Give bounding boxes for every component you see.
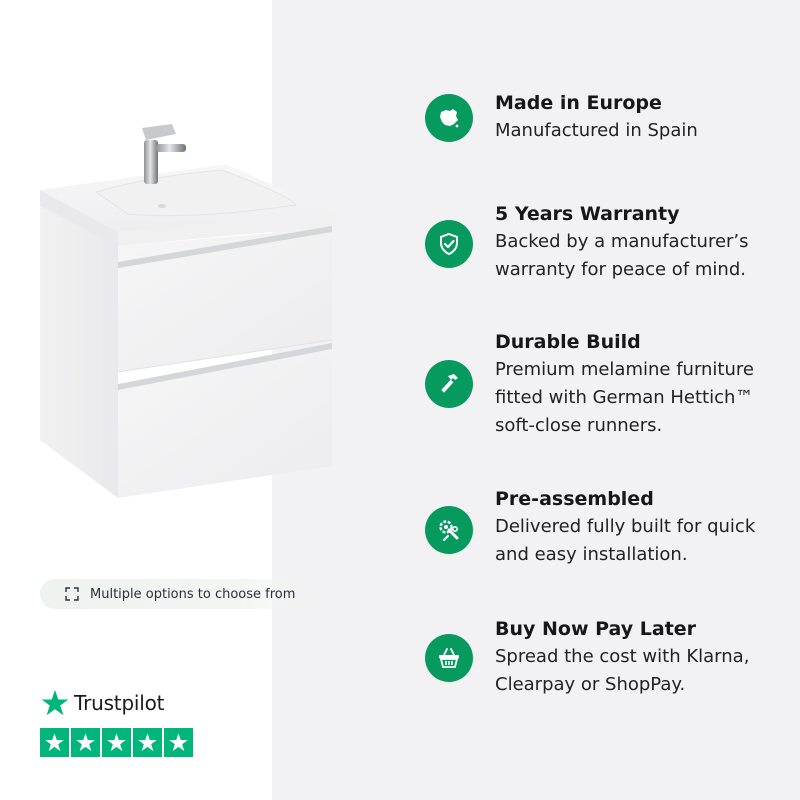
feature-pre-assembled <box>425 486 756 565</box>
gear-wrench-icon <box>425 506 473 554</box>
feature-durable-build <box>425 329 754 436</box>
shield-check-icon <box>425 220 473 268</box>
europe-map-icon <box>425 94 473 142</box>
feature-description-line: Spread the cost with Klarna, <box>495 646 750 667</box>
feature-made-in-europe <box>425 90 698 142</box>
expand-icon <box>65 587 79 601</box>
feature-description-line: fitted with German Hettich™ <box>495 387 754 408</box>
feature-title: Pre-assembled <box>495 488 654 510</box>
trustpilot-rating[interactable] <box>40 688 195 757</box>
feature-title: Durable Build <box>495 331 641 353</box>
feature-description-line: soft-close runners. <box>495 415 663 436</box>
feature-warranty <box>425 201 749 280</box>
rating-star-icon <box>40 728 69 757</box>
feature-title: Buy Now Pay Later <box>495 618 697 640</box>
multiple-options-label: Multiple options to choose from <box>90 586 296 602</box>
feature-description-line: warranty for peace of mind. <box>495 259 746 280</box>
rating-star-icon <box>71 728 100 757</box>
feature-description-line: Delivered fully built for quick <box>495 516 756 537</box>
rating-star-icon <box>102 728 131 757</box>
feature-description-line: Clearpay or ShopPay. <box>495 674 686 695</box>
feature-description-line: and easy installation. <box>495 544 688 565</box>
rating-star-icon <box>164 728 193 757</box>
feature-description-line: Manufactured in Spain <box>495 120 698 141</box>
rating-star-icon <box>133 728 162 757</box>
trustpilot-stars <box>40 728 195 757</box>
feature-title: 5 Years Warranty <box>495 203 680 225</box>
feature-description-line: Premium melamine furniture <box>495 359 754 380</box>
trustpilot-star-icon <box>40 688 70 718</box>
hammer-icon <box>425 360 473 408</box>
trustpilot-logo <box>40 688 195 718</box>
feature-description-line: Backed by a manufacturer’s <box>495 231 749 252</box>
feature-title: Made in Europe <box>495 92 662 114</box>
trustpilot-name: Trustpilot <box>74 691 165 715</box>
feature-buy-now-pay-later <box>425 616 750 695</box>
multiple-options-badge[interactable] <box>40 579 324 609</box>
basket-icon <box>425 634 473 682</box>
